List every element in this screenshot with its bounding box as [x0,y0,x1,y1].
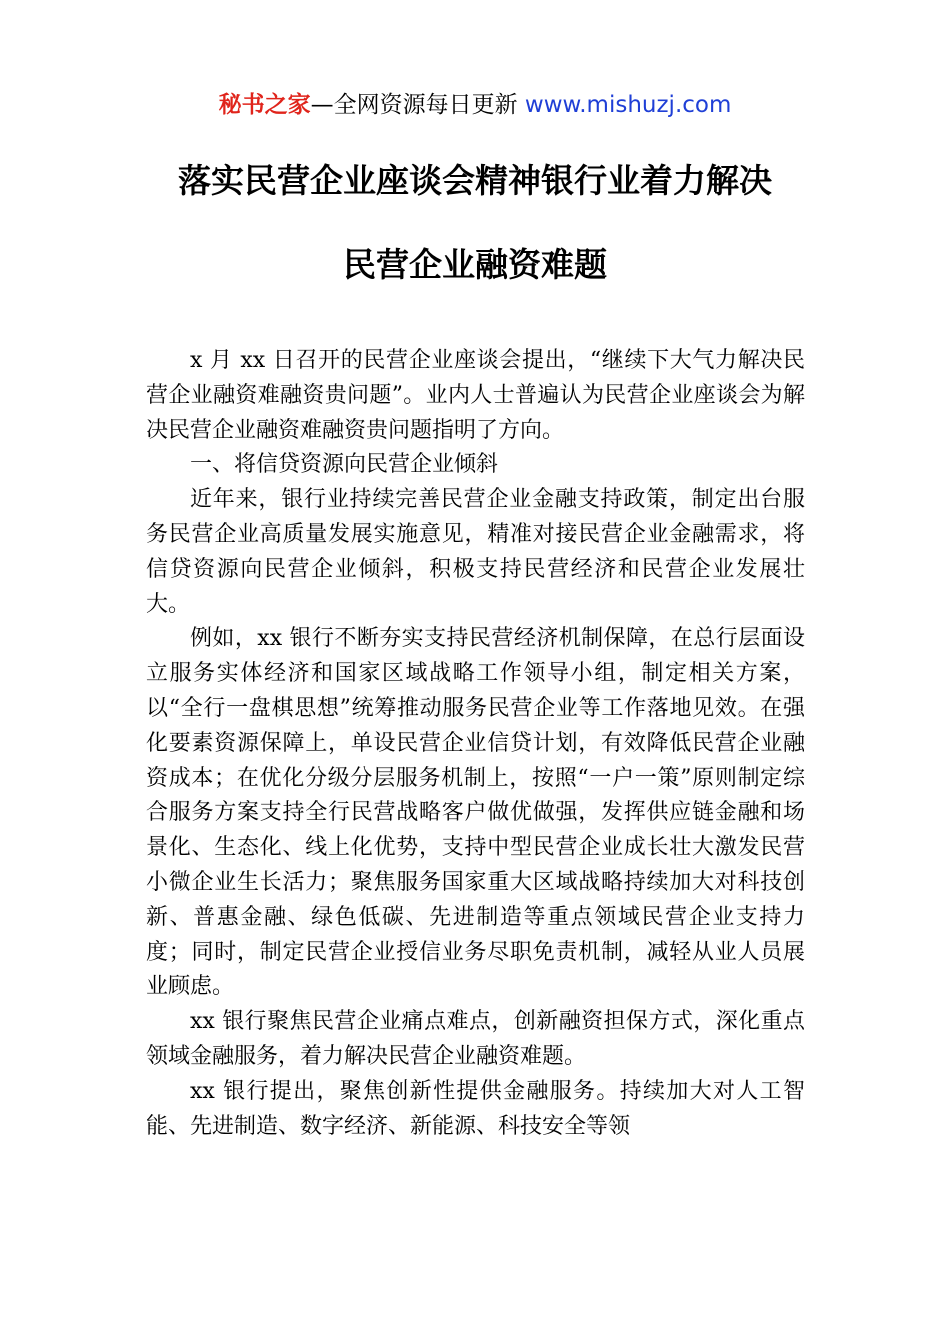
brand-name: 秘书之家 [218,92,311,118]
section-heading: 一、将信贷资源向民营企业倾斜 [190,452,499,478]
title-line-1: 落实民营企业座谈会精神银行业着力解决 [178,161,772,200]
body-paragraph: xx 银行提出，聚焦创新性提供金融服务。持续加大对人工智能、先进制造、数字经济、新能源、科技安全等领 [146,1078,805,1139]
body-paragraph: xx 银行聚焦民营企业痛点难点，创新融资担保方式，深化重点领域金融服务，着力解决民营企业融资难题。 [146,1009,805,1069]
intro-paragraph: x 月 xx 日召开的民营企业座谈会提出，“继续下大气力解决民营企业融资难融资贵问题”。业内人士普遍认为民营企业座谈会为解决民营企业融资难融资贵问题指明了方向。 [146,348,805,443]
site-header [0,88,950,122]
title-line-2: 民营企业融资难题 [343,245,607,284]
site-url-link[interactable]: www.mishuzj.com [524,92,732,118]
header-tagline: —全网资源每日更新 [310,92,518,118]
body-paragraph: 例如，xx 银行不断夯实支持民营经济机制保障，在总行层面设立服务实体经济和国家区域战略工作领导小组，制定相关方案，以“全行一盘棋思想”统筹推动服务民营企业等工作落地见效。在强化要素资源保障上，单设民营企业信贷计划，有效降低民营企业融资成本；在优化分级分层服务机制上，按照“一户一策”原则制定综合服务方案支持全行民营战略客户做优做强，发挥供应链金融和场景化、生态化、线上化优势，支持中型民营企业成长壮大激发民营小微企业生长活力；聚焦服务国家重大区域战略持续加大对科技创新、普惠金融、绿色低碳、先进制造等重点领域民营企业支持力度；同时，制定民营企业授信业务尽职免责机制，减轻从业人员展业顾虑。 [146,626,805,1000]
body-paragraph: 近年来，银行业持续完善民营企业金融支持政策，制定出台服务民营企业高质量发展实施意见，精准对接民营企业金融需求，将信贷资源向民营企业倾斜，积极支持民营经济和民营企业发展壮大。 [146,487,805,617]
document-title [60,154,890,322]
document-body [146,344,805,1144]
